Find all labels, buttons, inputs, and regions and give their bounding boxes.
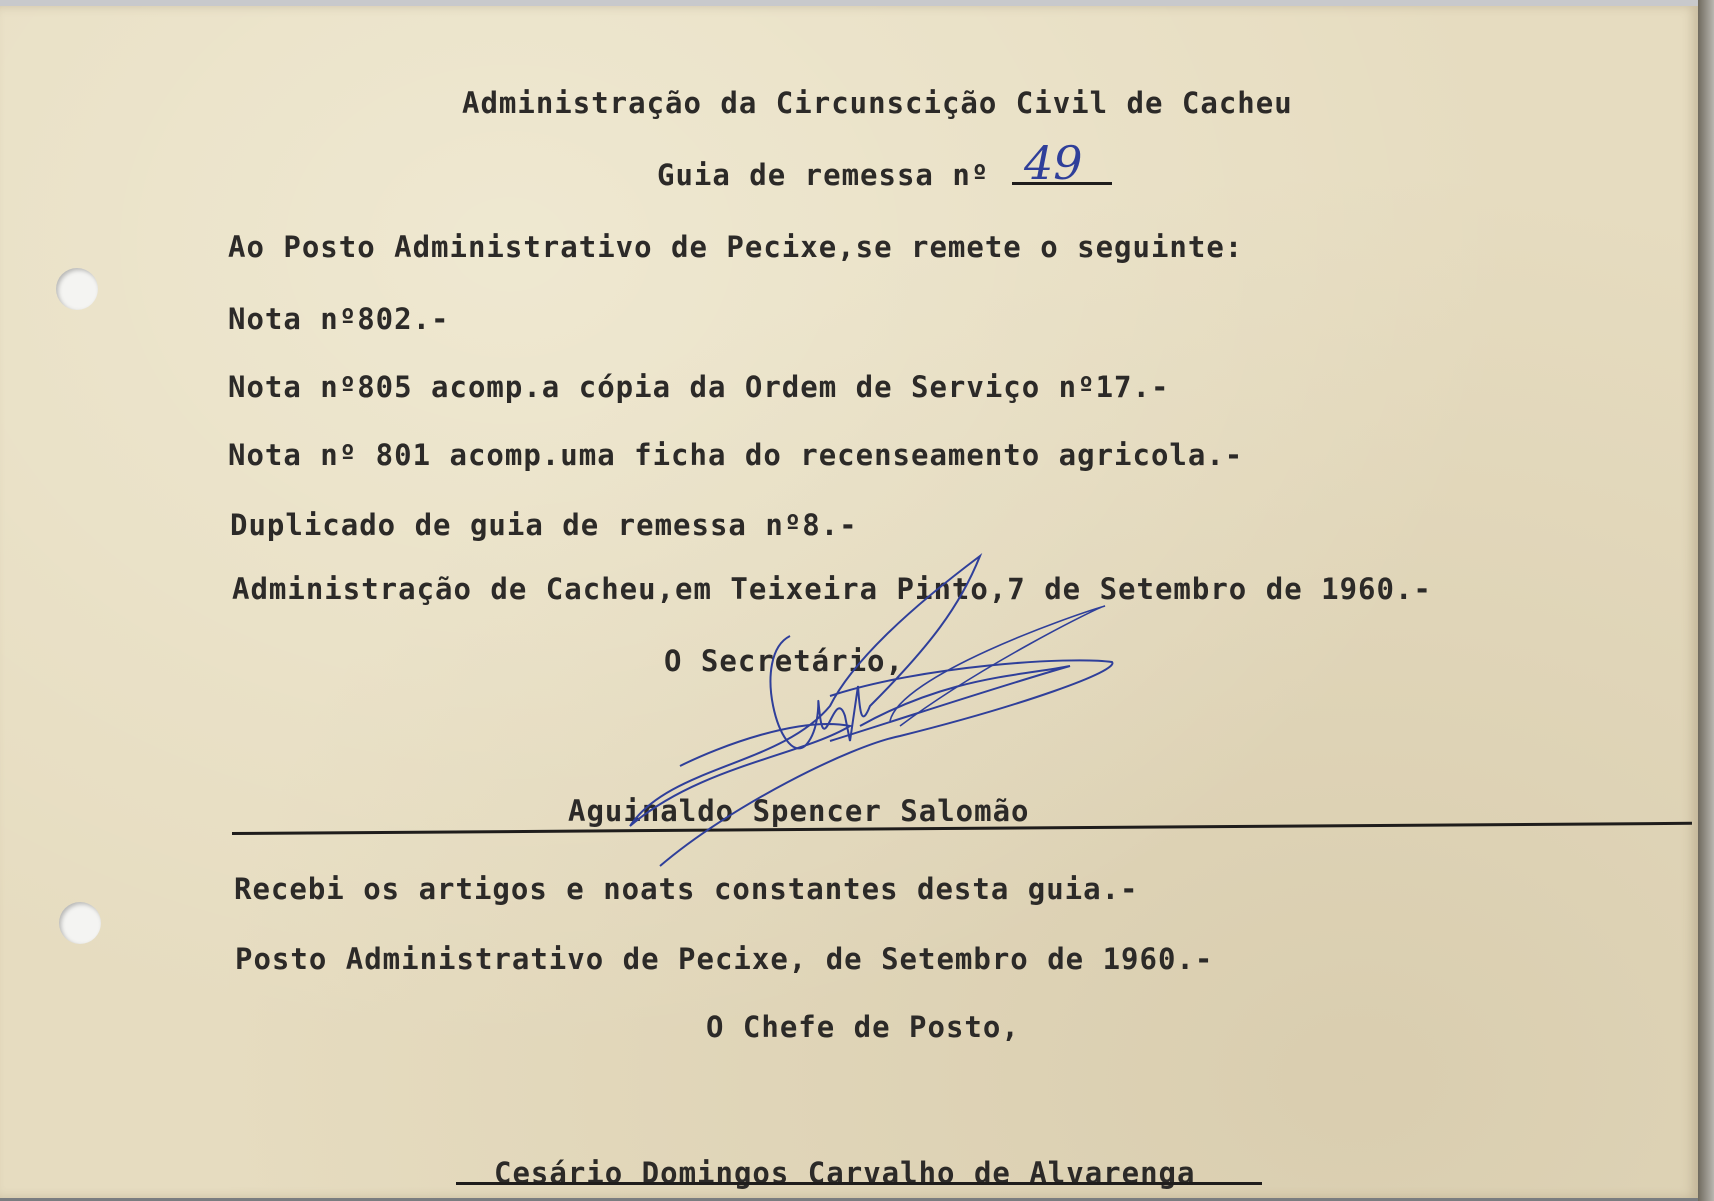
punch-hole-bottom: [59, 902, 101, 944]
secretary-signature: [600, 566, 1240, 886]
scan-right-edge: [1698, 0, 1714, 1201]
item-line: Nota nº802.-: [228, 302, 450, 336]
receipt-statement: Recebi os artigos e noats constantes desta guia.-: [234, 872, 1139, 906]
receipt-place-date: Posto Administrativo de Pecixe, de Setembro de 1960.-: [235, 942, 1214, 976]
punch-hole-top: [56, 268, 98, 310]
guide-number-line: [1012, 182, 1112, 185]
secretary-name: Aguinaldo Spencer Salomão: [568, 794, 1030, 828]
chief-name: Cesário Domingos Carvalho de Alvarenga: [494, 1156, 1196, 1190]
chief-name-line: [456, 1182, 1262, 1185]
intro-line: Ao Posto Administrativo de Pecixe,se remete o seguinte:: [228, 230, 1244, 264]
administration-heading: Administração da Circunscição Civil de Cacheu: [462, 86, 1293, 120]
document-sheet: [0, 6, 1698, 1198]
item-line: Nota nº 801 acomp.uma ficha do recenseamento agricola.-: [228, 438, 1244, 472]
item-line: Duplicado de guia de remessa nº8.-: [230, 508, 858, 542]
item-line: Nota nº805 acomp.a cópia da Ordem de Serviço nº17.-: [228, 370, 1170, 404]
secretary-title: O Secretário,: [664, 644, 904, 678]
guide-number: 49: [1024, 136, 1083, 190]
guide-label: Guia de remessa nº: [657, 158, 990, 192]
chief-title: O Chefe de Posto,: [706, 1010, 1020, 1044]
place-date-line: Administração de Cacheu,em Teixeira Pinto,7 de Setembro de 1960.-: [232, 572, 1432, 606]
